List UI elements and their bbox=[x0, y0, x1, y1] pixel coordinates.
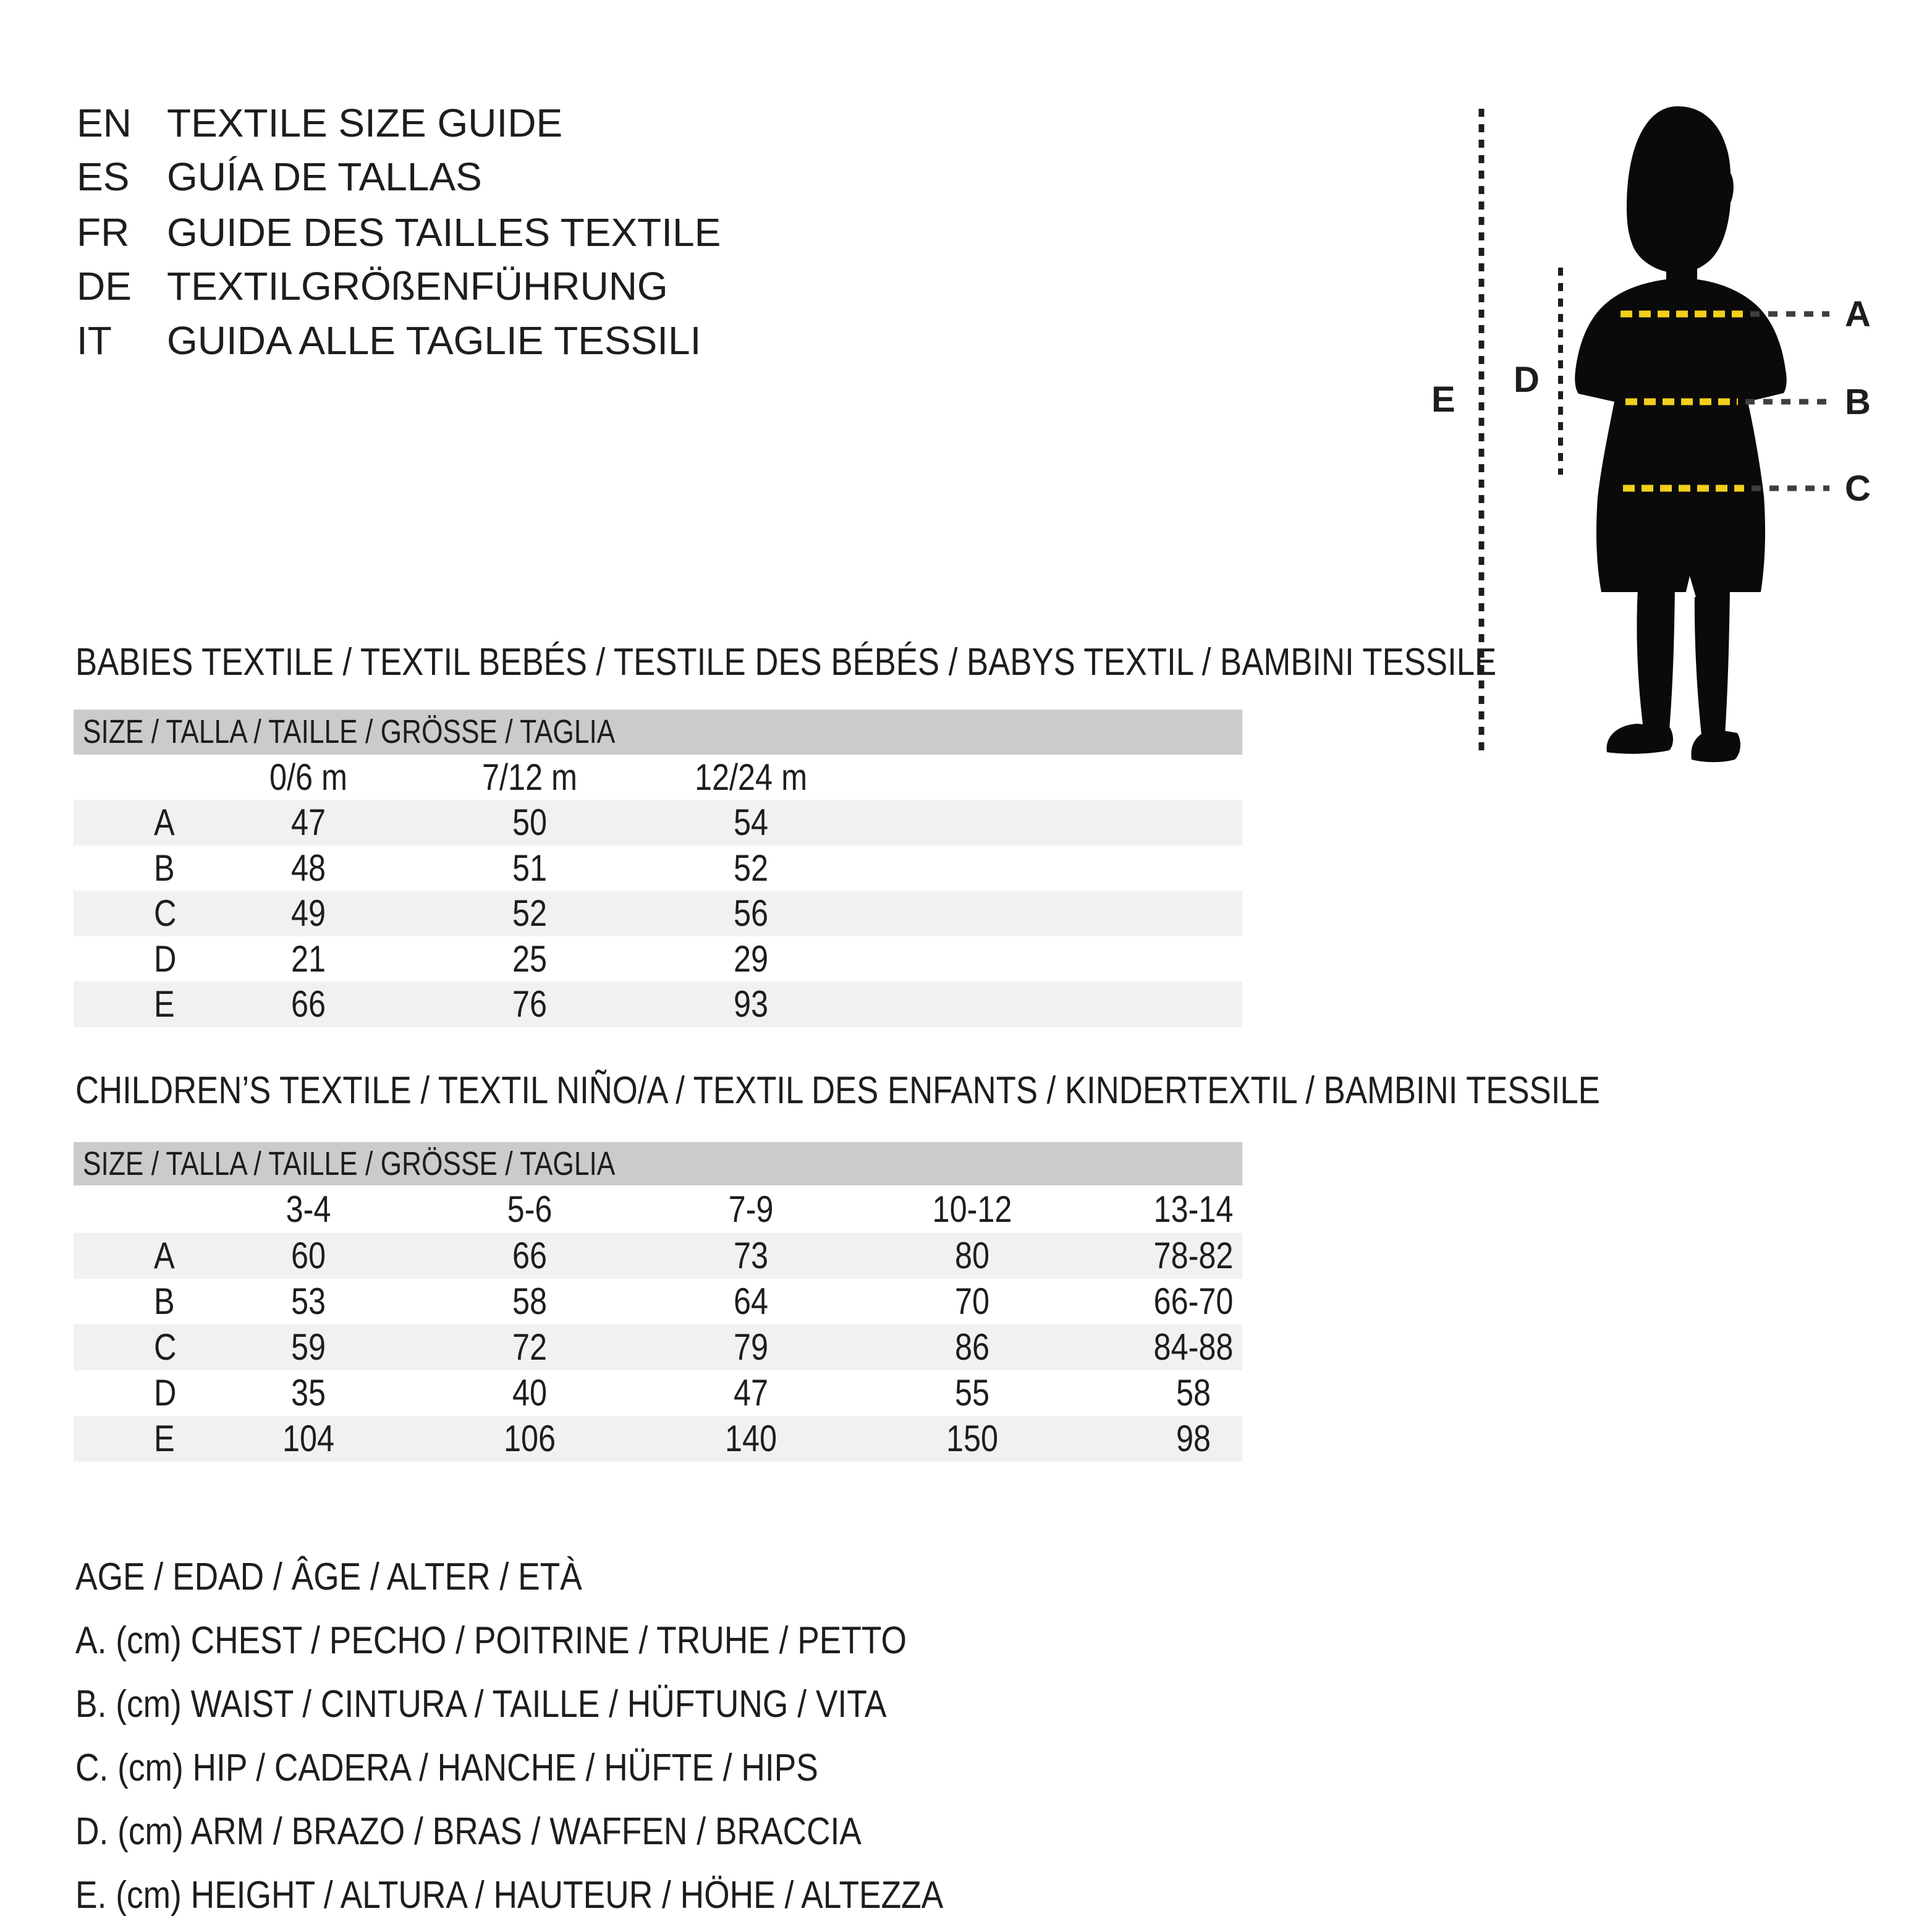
table-row bbox=[74, 981, 1242, 1027]
table-row bbox=[74, 1370, 1242, 1416]
language-title: TEXTILGRÖßENFÜHRUNG bbox=[167, 264, 668, 308]
language-code: IT bbox=[77, 318, 112, 363]
legend-line: D. (cm) ARM / BRAZO / BRAS / WAFFEN / BRACCIA bbox=[75, 1810, 862, 1853]
legend-line: A. (cm) CHEST / PECHO / POITRINE / TRUHE / PETTO bbox=[75, 1619, 907, 1662]
row-label: C bbox=[154, 892, 177, 934]
table-header-bar bbox=[74, 710, 1242, 755]
column-header-row bbox=[74, 755, 1242, 800]
table-row bbox=[74, 891, 1242, 936]
table-cell: 60 bbox=[290, 1235, 326, 1276]
column-header: 7-9 bbox=[728, 1188, 774, 1230]
table-cell: 52 bbox=[512, 892, 548, 934]
table-row bbox=[74, 845, 1242, 891]
table-cell: 21 bbox=[290, 938, 326, 980]
column-header: 3-4 bbox=[286, 1188, 331, 1230]
table-row bbox=[74, 936, 1242, 981]
column-header: 7/12 m bbox=[481, 756, 578, 798]
language-code: ES bbox=[77, 155, 130, 199]
table-cell: 79 bbox=[733, 1326, 769, 1368]
table-row bbox=[74, 1416, 1242, 1462]
table-cell: 78-82 bbox=[1153, 1235, 1234, 1276]
row-label: B bbox=[154, 847, 175, 889]
column-header: 5-6 bbox=[507, 1188, 553, 1230]
table-cell: 47 bbox=[733, 1372, 769, 1413]
column-header-row bbox=[74, 1185, 1242, 1233]
table-cell: 104 bbox=[282, 1418, 335, 1459]
table-header-label: SIZE / TALLA / TAILLE / GRÖSSE / TAGLIA bbox=[83, 713, 616, 750]
row-label: E bbox=[154, 1418, 175, 1459]
figure-label-b: B bbox=[1845, 382, 1871, 422]
table-cell: 106 bbox=[503, 1418, 556, 1459]
babies-size-table bbox=[74, 710, 1242, 1027]
table-cell: 66-70 bbox=[1153, 1281, 1234, 1322]
children-size-table bbox=[74, 1142, 1242, 1462]
table-cell: 52 bbox=[733, 847, 769, 889]
table-cell: 84-88 bbox=[1153, 1326, 1234, 1368]
row-label: A bbox=[154, 802, 175, 843]
language-title: GUIDA ALLE TAGLIE TESSILI bbox=[167, 318, 701, 363]
table-cell: 25 bbox=[512, 938, 548, 980]
legend-line: C. (cm) HIP / CADERA / HANCHE / HÜFTE / HIPS bbox=[75, 1747, 818, 1789]
table-cell: 51 bbox=[512, 847, 548, 889]
table-cell: 93 bbox=[733, 983, 769, 1025]
row-label: A bbox=[154, 1235, 175, 1276]
row-label: D bbox=[154, 938, 177, 980]
table-row bbox=[74, 1279, 1242, 1324]
table-cell: 80 bbox=[954, 1235, 990, 1276]
table-cell: 140 bbox=[724, 1418, 777, 1459]
table-cell: 48 bbox=[290, 847, 326, 889]
language-code: EN bbox=[77, 101, 132, 145]
table-cell: 66 bbox=[512, 1235, 548, 1276]
table-row bbox=[74, 1233, 1242, 1279]
table-cell: 35 bbox=[290, 1372, 326, 1413]
figure-label-e: E bbox=[1431, 379, 1455, 420]
table-cell: 150 bbox=[946, 1418, 999, 1459]
language-title: GUIDE DES TAILLES TEXTILE bbox=[167, 210, 721, 255]
table-cell: 66 bbox=[290, 983, 326, 1025]
table-cell: 56 bbox=[733, 892, 769, 934]
table-cell: 73 bbox=[733, 1235, 769, 1276]
legend-line: B. (cm) WAIST / CINTURA / TAILLE / HÜFTUNG / VITA bbox=[75, 1683, 887, 1726]
table-cell: 58 bbox=[512, 1281, 548, 1322]
table-row bbox=[74, 1324, 1242, 1370]
figure-label-c: C bbox=[1845, 468, 1871, 509]
table-cell: 70 bbox=[954, 1281, 990, 1322]
row-label: E bbox=[154, 983, 175, 1025]
table-cell: 50 bbox=[512, 802, 548, 843]
language-code: FR bbox=[77, 210, 130, 255]
table-cell: 58 bbox=[1176, 1372, 1211, 1413]
children-section-heading: CHILDREN’S TEXTILE / TEXTIL NIÑO/A / TEXTIL DES ENFANTS / KINDERTEXTIL / BAMBINI TESSILE bbox=[75, 1069, 1600, 1112]
child-silhouette-icon bbox=[1575, 106, 1786, 762]
table-cell: 76 bbox=[512, 983, 548, 1025]
column-header: 12/24 m bbox=[694, 756, 808, 798]
table-cell: 54 bbox=[733, 802, 769, 843]
table-header-bar bbox=[74, 1142, 1242, 1185]
table-cell: 47 bbox=[290, 802, 326, 843]
table-cell: 98 bbox=[1176, 1418, 1211, 1459]
language-title: TEXTILE SIZE GUIDE bbox=[167, 101, 563, 145]
table-cell: 72 bbox=[512, 1326, 548, 1368]
table-header-label: SIZE / TALLA / TAILLE / GRÖSSE / TAGLIA bbox=[83, 1145, 616, 1182]
table-row bbox=[74, 800, 1242, 845]
column-header: 13-14 bbox=[1153, 1188, 1234, 1230]
table-cell: 40 bbox=[512, 1372, 548, 1413]
column-header: 0/6 m bbox=[269, 756, 348, 798]
table-cell: 49 bbox=[290, 892, 326, 934]
figure-label-d: D bbox=[1514, 360, 1540, 400]
row-label: C bbox=[154, 1326, 177, 1368]
language-title: GUÍA DE TALLAS bbox=[167, 155, 482, 199]
figure-label-a: A bbox=[1845, 294, 1871, 334]
legend-line: E. (cm) HEIGHT / ALTURA / HAUTEUR / HÖHE / ALTEZZA bbox=[75, 1874, 944, 1917]
table-cell: 29 bbox=[733, 938, 769, 980]
table-cell: 53 bbox=[290, 1281, 326, 1322]
table-cell: 59 bbox=[290, 1326, 326, 1368]
row-label: B bbox=[154, 1281, 175, 1322]
table-cell: 55 bbox=[954, 1372, 990, 1413]
babies-section-heading: BABIES TEXTILE / TEXTIL BEBÉS / TESTILE DES BÉBÉS / BABYS TEXTIL / BAMBINI TESSILE bbox=[75, 641, 1497, 684]
measurement-figure bbox=[1421, 62, 1932, 773]
table-cell: 86 bbox=[954, 1326, 990, 1368]
language-code: DE bbox=[77, 264, 132, 308]
legend-line: AGE / EDAD / ÂGE / ALTER / ETÀ bbox=[75, 1556, 582, 1598]
row-label: D bbox=[154, 1372, 177, 1413]
column-header: 10-12 bbox=[932, 1188, 1012, 1230]
table-cell: 64 bbox=[733, 1281, 769, 1322]
